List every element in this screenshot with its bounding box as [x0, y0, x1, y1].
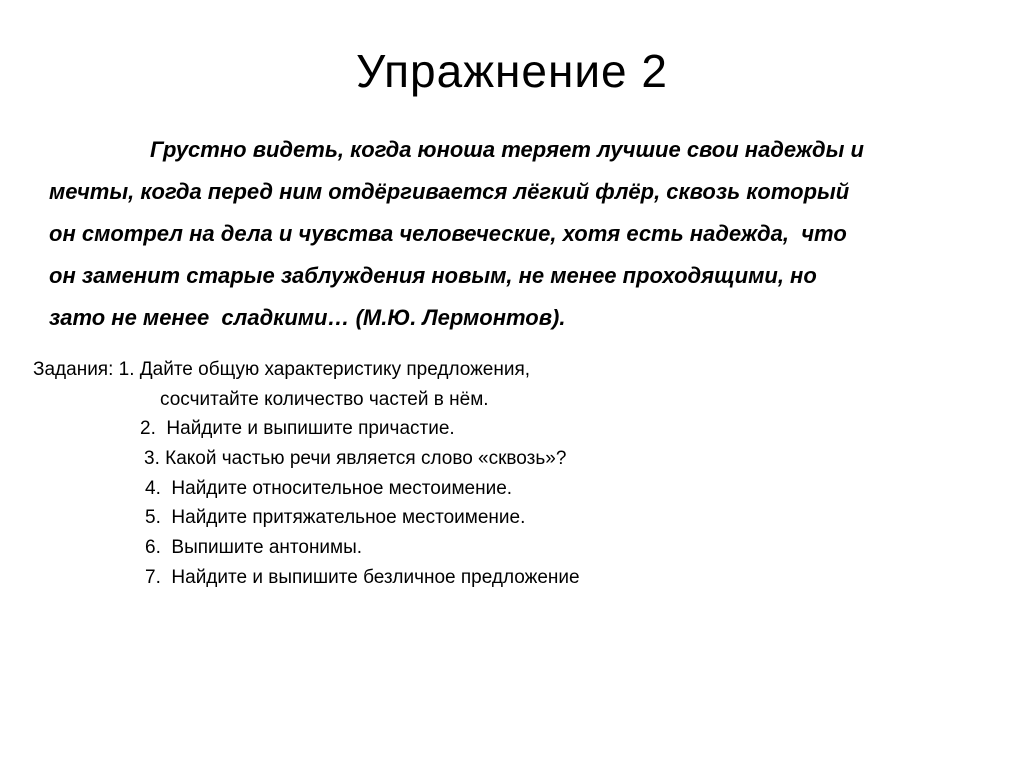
task-item: 6. Выпишите антонимы. — [145, 537, 363, 559]
task-item: 4. Найдите относительное местоимение. — [145, 477, 513, 499]
slide-title: Упражнение 2 — [355, 45, 669, 97]
tasks-list — [33, 355, 993, 593]
task-item-1-continuation: сосчитайте количество частей в нём. — [160, 388, 489, 410]
tasks-intro: Задания: 1. Дайте общую характеристику предложения, — [33, 359, 531, 380]
task-item: 7. Найдите и выпишите безличное предложение — [145, 566, 580, 588]
quote-line: зато не менее сладкими… (М.Ю. Лермонтов). — [49, 305, 566, 330]
quote-line: он заменит старые заблуждения новым, не менее проходящими, но — [49, 263, 817, 288]
quote-line: мечты, когда перед ним отдёргивается лёгкий флёр, сквозь который — [49, 179, 850, 204]
quote-paragraph — [49, 129, 979, 339]
quote-line: Грустно видеть, когда юноша теряет лучшие свои надежды и — [150, 137, 864, 162]
quote-line: он смотрел на дела и чувства человеческие, хотя есть надежда, что — [49, 221, 847, 246]
task-item: 3. Какой частью речи является слово «сквозь»? — [144, 448, 567, 470]
task-item: 5. Найдите притяжательное местоимение. — [145, 507, 526, 529]
task-item: 2. Найдите и выпишите причастие. — [140, 418, 455, 440]
